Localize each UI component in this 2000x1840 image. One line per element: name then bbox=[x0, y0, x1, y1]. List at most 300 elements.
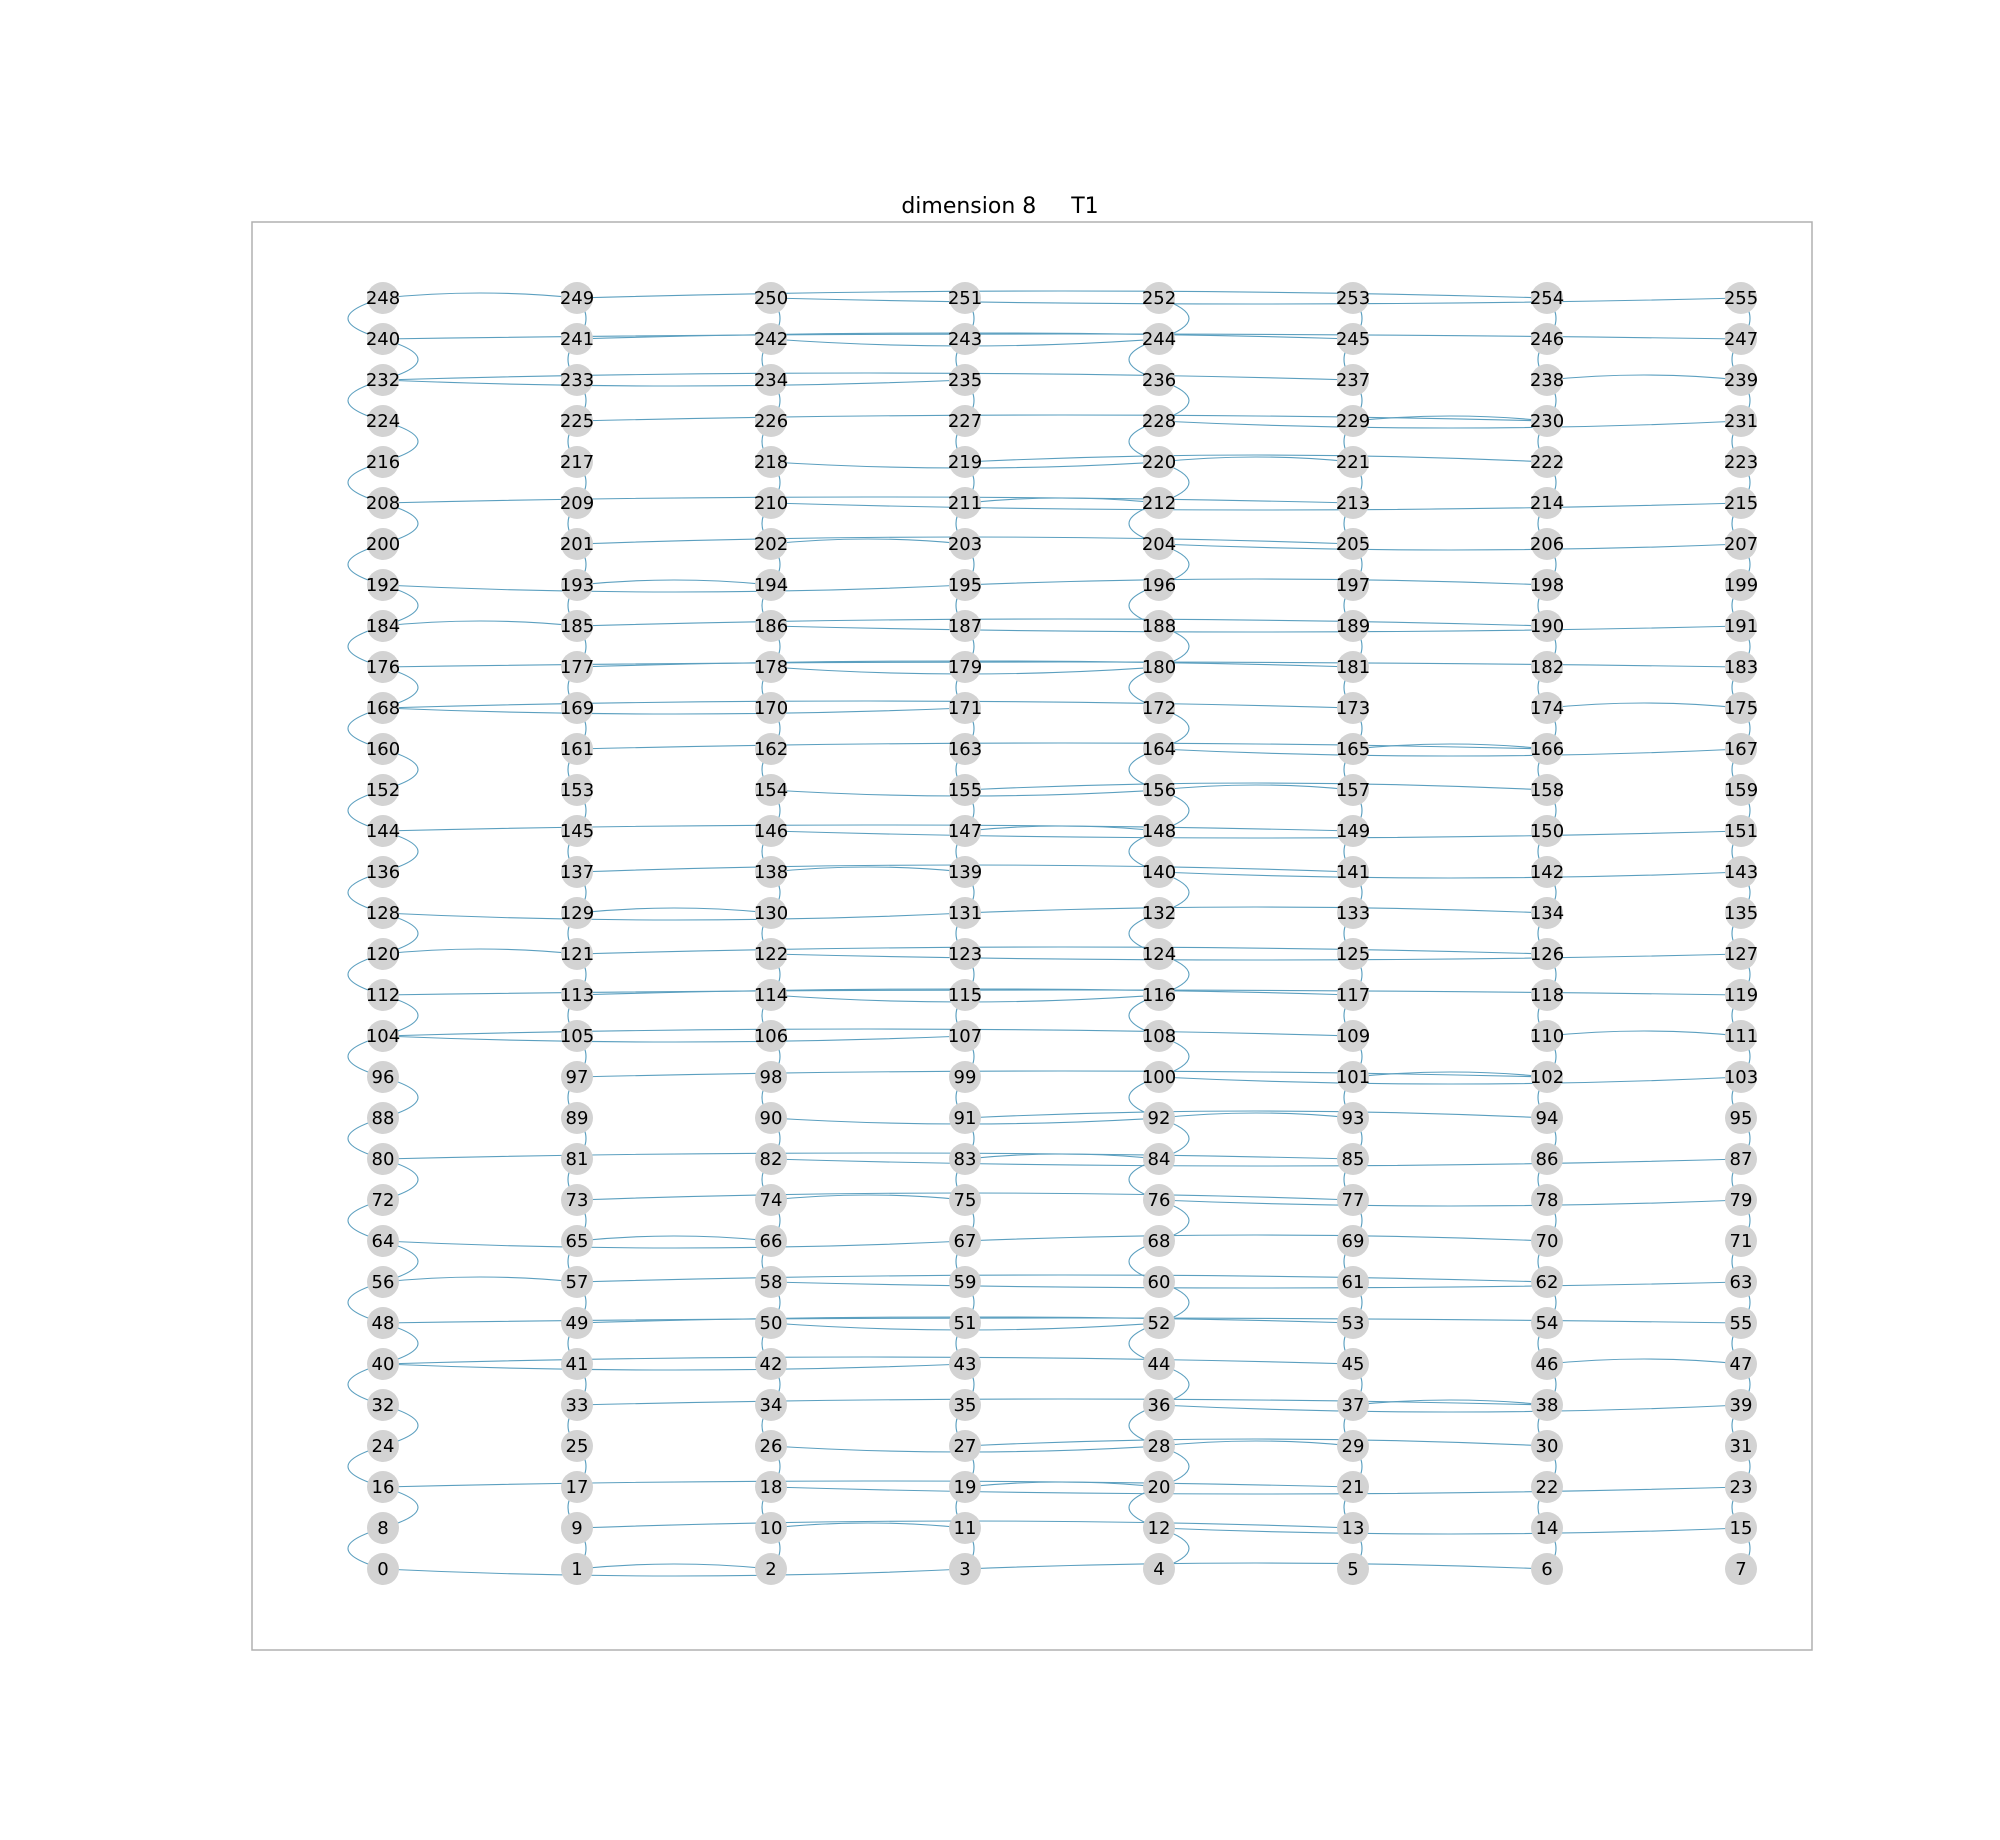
node-label: 26 bbox=[759, 1436, 783, 1457]
node-label: 144 bbox=[365, 821, 401, 842]
node-label: 194 bbox=[753, 575, 789, 596]
graph-node bbox=[1336, 282, 1370, 314]
node-label: 80 bbox=[371, 1149, 395, 1170]
node-label: 9 bbox=[571, 1518, 583, 1539]
graph-node bbox=[1724, 774, 1758, 806]
node-label: 166 bbox=[1529, 739, 1565, 760]
node-label: 14 bbox=[1535, 1518, 1559, 1539]
graph-node bbox=[1724, 364, 1758, 396]
graph-node bbox=[1143, 1225, 1175, 1257]
node-label: 214 bbox=[1529, 493, 1565, 514]
node-label: 61 bbox=[1341, 1272, 1365, 1293]
graph-node bbox=[948, 692, 982, 724]
node-label: 63 bbox=[1729, 1272, 1753, 1293]
node-label: 91 bbox=[953, 1108, 977, 1129]
node-label: 231 bbox=[1723, 411, 1759, 432]
node-label: 73 bbox=[565, 1190, 589, 1211]
graph-node bbox=[755, 1102, 787, 1134]
node-label: 109 bbox=[1335, 1026, 1371, 1047]
node-label: 215 bbox=[1723, 493, 1759, 514]
node-label: 206 bbox=[1529, 534, 1565, 555]
graph-node bbox=[367, 1512, 399, 1544]
node-label: 174 bbox=[1529, 698, 1565, 719]
node-label: 19 bbox=[953, 1477, 977, 1498]
edge bbox=[383, 1241, 965, 1248]
graph-node bbox=[754, 938, 788, 970]
graph-node bbox=[1531, 1553, 1563, 1585]
graph-node bbox=[755, 1512, 787, 1544]
node-label: 160 bbox=[365, 739, 401, 760]
graph-node bbox=[1142, 364, 1176, 396]
graph-node bbox=[949, 1430, 981, 1462]
graph-node bbox=[1143, 1266, 1175, 1298]
graph-node bbox=[1142, 610, 1176, 642]
graph-node bbox=[948, 897, 982, 929]
graph-node bbox=[1336, 856, 1370, 888]
graph-node bbox=[1142, 733, 1176, 765]
node-label: 141 bbox=[1335, 862, 1371, 883]
graph-node bbox=[1143, 1102, 1175, 1134]
graph-node bbox=[1724, 897, 1758, 929]
graph-node bbox=[561, 1389, 593, 1421]
node-label: 247 bbox=[1723, 329, 1759, 350]
node-label: 249 bbox=[559, 288, 595, 309]
graph-node bbox=[1724, 569, 1758, 601]
node-label: 88 bbox=[371, 1108, 395, 1129]
node-label: 38 bbox=[1535, 1395, 1559, 1416]
graph-node bbox=[1530, 979, 1564, 1011]
graph-node bbox=[755, 1307, 787, 1339]
node-label: 136 bbox=[365, 862, 401, 883]
node-label: 44 bbox=[1147, 1354, 1171, 1375]
graph-node bbox=[754, 692, 788, 724]
node-label: 62 bbox=[1535, 1272, 1559, 1293]
graph-node bbox=[948, 569, 982, 601]
graph-node bbox=[1725, 1143, 1757, 1175]
node-label: 24 bbox=[371, 1436, 395, 1457]
node-label: 234 bbox=[753, 370, 789, 391]
graph-node bbox=[366, 569, 400, 601]
node-label: 66 bbox=[759, 1231, 783, 1252]
graph-node bbox=[1724, 405, 1758, 437]
node-label: 18 bbox=[759, 1477, 783, 1498]
node-label: 92 bbox=[1147, 1108, 1171, 1129]
graph-node bbox=[1143, 1307, 1175, 1339]
node-label: 143 bbox=[1723, 862, 1759, 883]
graph-node bbox=[948, 938, 982, 970]
edge bbox=[383, 1364, 965, 1370]
node-label: 123 bbox=[947, 944, 983, 965]
edge bbox=[965, 1563, 1547, 1569]
graph-node bbox=[1143, 1184, 1175, 1216]
node-label: 10 bbox=[759, 1518, 783, 1539]
graph-node bbox=[1142, 692, 1176, 724]
graph-node bbox=[560, 323, 594, 355]
edge bbox=[771, 503, 1741, 510]
node-label: 146 bbox=[753, 821, 789, 842]
graph-node bbox=[1143, 1143, 1175, 1175]
node-label: 197 bbox=[1335, 575, 1371, 596]
graph-node bbox=[1337, 1184, 1369, 1216]
node-label: 2 bbox=[765, 1559, 777, 1580]
edge bbox=[577, 619, 1547, 626]
graph-node bbox=[755, 1553, 787, 1585]
node-label: 111 bbox=[1723, 1026, 1759, 1047]
node-label: 75 bbox=[953, 1190, 977, 1211]
node-label: 60 bbox=[1147, 1272, 1171, 1293]
node-label: 193 bbox=[559, 575, 595, 596]
graph-node bbox=[755, 1143, 787, 1175]
graph-node bbox=[754, 1020, 788, 1052]
graph-node bbox=[948, 405, 982, 437]
node-label: 235 bbox=[947, 370, 983, 391]
node-label: 81 bbox=[565, 1149, 589, 1170]
graph-node bbox=[366, 610, 400, 642]
graph-node bbox=[754, 610, 788, 642]
graph-node bbox=[1724, 323, 1758, 355]
node-label: 94 bbox=[1535, 1108, 1559, 1129]
edge bbox=[383, 1153, 1353, 1159]
graph-node bbox=[366, 938, 400, 970]
graph-node bbox=[561, 1553, 593, 1585]
graph-node bbox=[366, 897, 400, 929]
graph-node bbox=[1530, 282, 1564, 314]
node-label: 156 bbox=[1141, 780, 1177, 801]
node-label: 32 bbox=[371, 1395, 395, 1416]
edge bbox=[1159, 872, 1741, 878]
graph-node bbox=[561, 1143, 593, 1175]
node-label: 20 bbox=[1147, 1477, 1171, 1498]
node-label: 169 bbox=[559, 698, 595, 719]
graph-node bbox=[755, 1389, 787, 1421]
graph-node bbox=[948, 651, 982, 683]
node-label: 219 bbox=[947, 452, 983, 473]
graph-node bbox=[1337, 1553, 1369, 1585]
graph-node bbox=[948, 364, 982, 396]
edge bbox=[383, 1029, 1353, 1036]
edge bbox=[965, 1439, 1547, 1446]
node-label: 202 bbox=[753, 534, 789, 555]
edge bbox=[1547, 1031, 1741, 1036]
node-label: 151 bbox=[1723, 821, 1759, 842]
graph-node bbox=[1337, 1389, 1369, 1421]
node-label: 41 bbox=[565, 1354, 589, 1375]
node-label: 3 bbox=[959, 1559, 971, 1580]
node-label: 90 bbox=[759, 1108, 783, 1129]
graph-node bbox=[1724, 610, 1758, 642]
graph-node bbox=[755, 1225, 787, 1257]
node-label: 114 bbox=[753, 985, 789, 1006]
edge bbox=[965, 579, 1547, 585]
node-label: 122 bbox=[753, 944, 789, 965]
node-label: 175 bbox=[1723, 698, 1759, 719]
graph-node bbox=[1725, 1266, 1757, 1298]
graph-node bbox=[366, 774, 400, 806]
graph-node bbox=[1724, 815, 1758, 847]
node-label: 129 bbox=[559, 903, 595, 924]
node-label: 224 bbox=[365, 411, 401, 432]
edge bbox=[965, 1111, 1547, 1118]
graph-node bbox=[1142, 897, 1176, 929]
graph-node bbox=[1337, 1512, 1369, 1544]
graph-node bbox=[1724, 282, 1758, 314]
graph-node bbox=[948, 528, 982, 560]
graph-node bbox=[1336, 528, 1370, 560]
graph-node bbox=[754, 651, 788, 683]
node-label: 182 bbox=[1529, 657, 1565, 678]
node-label: 127 bbox=[1723, 944, 1759, 965]
edge bbox=[577, 580, 771, 585]
node-label: 126 bbox=[1529, 944, 1565, 965]
edge bbox=[383, 1357, 1353, 1364]
graph-node bbox=[1724, 651, 1758, 683]
node-label: 7 bbox=[1735, 1559, 1747, 1580]
graph-node bbox=[755, 1348, 787, 1380]
graph-node bbox=[1725, 1553, 1757, 1585]
graph-node bbox=[1725, 1184, 1757, 1216]
graph-node bbox=[948, 1020, 982, 1052]
node-label: 145 bbox=[559, 821, 595, 842]
node-label: 27 bbox=[953, 1436, 977, 1457]
graph-node bbox=[560, 405, 594, 437]
graph-node bbox=[949, 1307, 981, 1339]
graph-node bbox=[948, 856, 982, 888]
node-label: 227 bbox=[947, 411, 983, 432]
edge bbox=[1159, 1113, 1353, 1118]
graph-node bbox=[949, 1512, 981, 1544]
node-label: 116 bbox=[1141, 985, 1177, 1006]
graph-node bbox=[949, 1102, 981, 1134]
node-label: 232 bbox=[365, 370, 401, 391]
node-label: 237 bbox=[1335, 370, 1371, 391]
node-label: 132 bbox=[1141, 903, 1177, 924]
node-label: 183 bbox=[1723, 657, 1759, 678]
node-label: 181 bbox=[1335, 657, 1371, 678]
graph-node bbox=[561, 1512, 593, 1544]
node-label: 185 bbox=[559, 616, 595, 637]
graph-node bbox=[949, 1184, 981, 1216]
node-label: 103 bbox=[1723, 1067, 1759, 1088]
graph-node bbox=[1337, 1348, 1369, 1380]
node-label: 173 bbox=[1335, 698, 1371, 719]
node-label: 64 bbox=[371, 1231, 395, 1252]
edge bbox=[1159, 785, 1353, 790]
node-label: 153 bbox=[559, 780, 595, 801]
graph-node bbox=[560, 528, 594, 560]
node-label: 46 bbox=[1535, 1354, 1559, 1375]
node-label: 110 bbox=[1529, 1026, 1565, 1047]
edge bbox=[577, 947, 1547, 954]
node-label: 85 bbox=[1341, 1149, 1365, 1170]
graph-node bbox=[367, 1471, 399, 1503]
node-label: 161 bbox=[559, 739, 595, 760]
graph-node bbox=[1530, 774, 1564, 806]
edge bbox=[965, 455, 1547, 462]
graph-node bbox=[755, 1430, 787, 1462]
node-label: 45 bbox=[1341, 1354, 1365, 1375]
graph-node bbox=[1142, 1061, 1176, 1093]
graph-node bbox=[948, 323, 982, 355]
node-label: 11 bbox=[953, 1518, 977, 1539]
node-label: 29 bbox=[1341, 1436, 1365, 1457]
edge bbox=[577, 1564, 771, 1569]
node-label: 4 bbox=[1153, 1559, 1165, 1580]
graph-node bbox=[1530, 733, 1564, 765]
edge bbox=[383, 825, 1353, 831]
node-layer bbox=[366, 282, 1758, 1585]
node-label: 211 bbox=[947, 493, 983, 514]
node-label: 242 bbox=[753, 329, 789, 350]
graph-node bbox=[367, 1102, 399, 1134]
node-label: 65 bbox=[565, 1231, 589, 1252]
node-label: 134 bbox=[1529, 903, 1565, 924]
graph-node bbox=[948, 487, 982, 519]
graph-node bbox=[1724, 1061, 1758, 1093]
node-label: 31 bbox=[1729, 1436, 1753, 1457]
graph-node bbox=[1142, 446, 1176, 478]
node-label: 36 bbox=[1147, 1395, 1171, 1416]
node-label: 135 bbox=[1723, 903, 1759, 924]
graph-node bbox=[366, 979, 400, 1011]
edge bbox=[383, 497, 1353, 503]
graph-node bbox=[949, 1553, 981, 1585]
graph-node bbox=[560, 856, 594, 888]
node-label: 8 bbox=[377, 1518, 389, 1539]
graph-node bbox=[1336, 815, 1370, 847]
node-label: 192 bbox=[365, 575, 401, 596]
edge bbox=[383, 621, 577, 626]
edge bbox=[771, 954, 1741, 960]
graph-node bbox=[1724, 1020, 1758, 1052]
graph-node bbox=[1336, 979, 1370, 1011]
graph-node bbox=[1724, 979, 1758, 1011]
graph-node bbox=[1725, 1348, 1757, 1380]
node-label: 218 bbox=[753, 452, 789, 473]
graph-node bbox=[949, 1266, 981, 1298]
graph-node bbox=[1530, 897, 1564, 929]
graph-node bbox=[1142, 856, 1176, 888]
node-label: 13 bbox=[1341, 1518, 1365, 1539]
graph-node bbox=[1142, 979, 1176, 1011]
graph-node bbox=[1724, 856, 1758, 888]
node-label: 54 bbox=[1535, 1313, 1559, 1334]
graph-node bbox=[1530, 1020, 1564, 1052]
node-label: 248 bbox=[365, 288, 401, 309]
node-label: 148 bbox=[1141, 821, 1177, 842]
node-label: 52 bbox=[1147, 1313, 1171, 1334]
graph-node bbox=[366, 651, 400, 683]
node-label: 47 bbox=[1729, 1354, 1753, 1375]
node-label: 5 bbox=[1347, 1559, 1359, 1580]
node-label: 43 bbox=[953, 1354, 977, 1375]
graph-node bbox=[754, 282, 788, 314]
node-label: 35 bbox=[953, 1395, 977, 1416]
graph-node bbox=[366, 528, 400, 560]
graph-node bbox=[1336, 487, 1370, 519]
graph-node bbox=[1142, 651, 1176, 683]
graph-node bbox=[755, 1061, 787, 1093]
graph-node bbox=[561, 1102, 593, 1134]
node-label: 21 bbox=[1341, 1477, 1365, 1498]
node-label: 180 bbox=[1141, 657, 1177, 678]
graph-node bbox=[561, 1348, 593, 1380]
graph-node bbox=[949, 1471, 981, 1503]
node-label: 77 bbox=[1341, 1190, 1365, 1211]
graph-node bbox=[1531, 1348, 1563, 1380]
node-label: 57 bbox=[565, 1272, 589, 1293]
node-label: 163 bbox=[947, 739, 983, 760]
graph-node bbox=[366, 282, 400, 314]
graph-node bbox=[1142, 815, 1176, 847]
node-label: 165 bbox=[1335, 739, 1371, 760]
node-label: 16 bbox=[371, 1477, 395, 1498]
node-label: 190 bbox=[1529, 616, 1565, 637]
node-label: 112 bbox=[365, 985, 401, 1006]
node-label: 83 bbox=[953, 1149, 977, 1170]
node-label: 12 bbox=[1147, 1518, 1171, 1539]
graph-node bbox=[1142, 528, 1176, 560]
graph-node bbox=[1336, 1020, 1370, 1052]
node-label: 37 bbox=[1341, 1395, 1365, 1416]
graph-node bbox=[1337, 1471, 1369, 1503]
node-label: 186 bbox=[753, 616, 789, 637]
node-label: 177 bbox=[559, 657, 595, 678]
edge bbox=[771, 298, 1741, 304]
node-label: 254 bbox=[1529, 288, 1565, 309]
graph-node bbox=[366, 733, 400, 765]
graph-node bbox=[755, 1471, 787, 1503]
graph-node bbox=[754, 815, 788, 847]
graph-node bbox=[561, 1225, 593, 1257]
graph-node bbox=[1531, 1184, 1563, 1216]
node-label: 189 bbox=[1335, 616, 1371, 637]
node-label: 139 bbox=[947, 862, 983, 883]
graph-node bbox=[1337, 1102, 1369, 1134]
graph-node bbox=[1142, 487, 1176, 519]
node-label: 71 bbox=[1729, 1231, 1753, 1252]
node-label: 170 bbox=[753, 698, 789, 719]
graph-node bbox=[1725, 1389, 1757, 1421]
edge bbox=[1159, 1077, 1741, 1084]
graph-node bbox=[366, 405, 400, 437]
edge bbox=[771, 1159, 1741, 1166]
graph-node bbox=[1336, 569, 1370, 601]
graph-node bbox=[1725, 1471, 1757, 1503]
node-label: 176 bbox=[365, 657, 401, 678]
graph-node bbox=[755, 1184, 787, 1216]
graph-node bbox=[560, 446, 594, 478]
graph-node bbox=[367, 1061, 399, 1093]
graph-node bbox=[754, 856, 788, 888]
graph-node bbox=[1142, 774, 1176, 806]
node-label: 222 bbox=[1529, 452, 1565, 473]
graph-node bbox=[367, 1266, 399, 1298]
graph-node bbox=[1724, 487, 1758, 519]
graph-node bbox=[561, 1430, 593, 1462]
graph-node bbox=[1531, 1307, 1563, 1339]
edge bbox=[1159, 1528, 1741, 1534]
node-label: 217 bbox=[559, 452, 595, 473]
node-label: 187 bbox=[947, 616, 983, 637]
edge bbox=[383, 585, 965, 592]
graph-node bbox=[1530, 651, 1564, 683]
edge bbox=[1159, 1441, 1353, 1446]
edge bbox=[1547, 1359, 1741, 1364]
edge bbox=[383, 1569, 965, 1576]
node-label: 82 bbox=[759, 1149, 783, 1170]
graph-node bbox=[1143, 1389, 1175, 1421]
node-label: 255 bbox=[1723, 288, 1759, 309]
